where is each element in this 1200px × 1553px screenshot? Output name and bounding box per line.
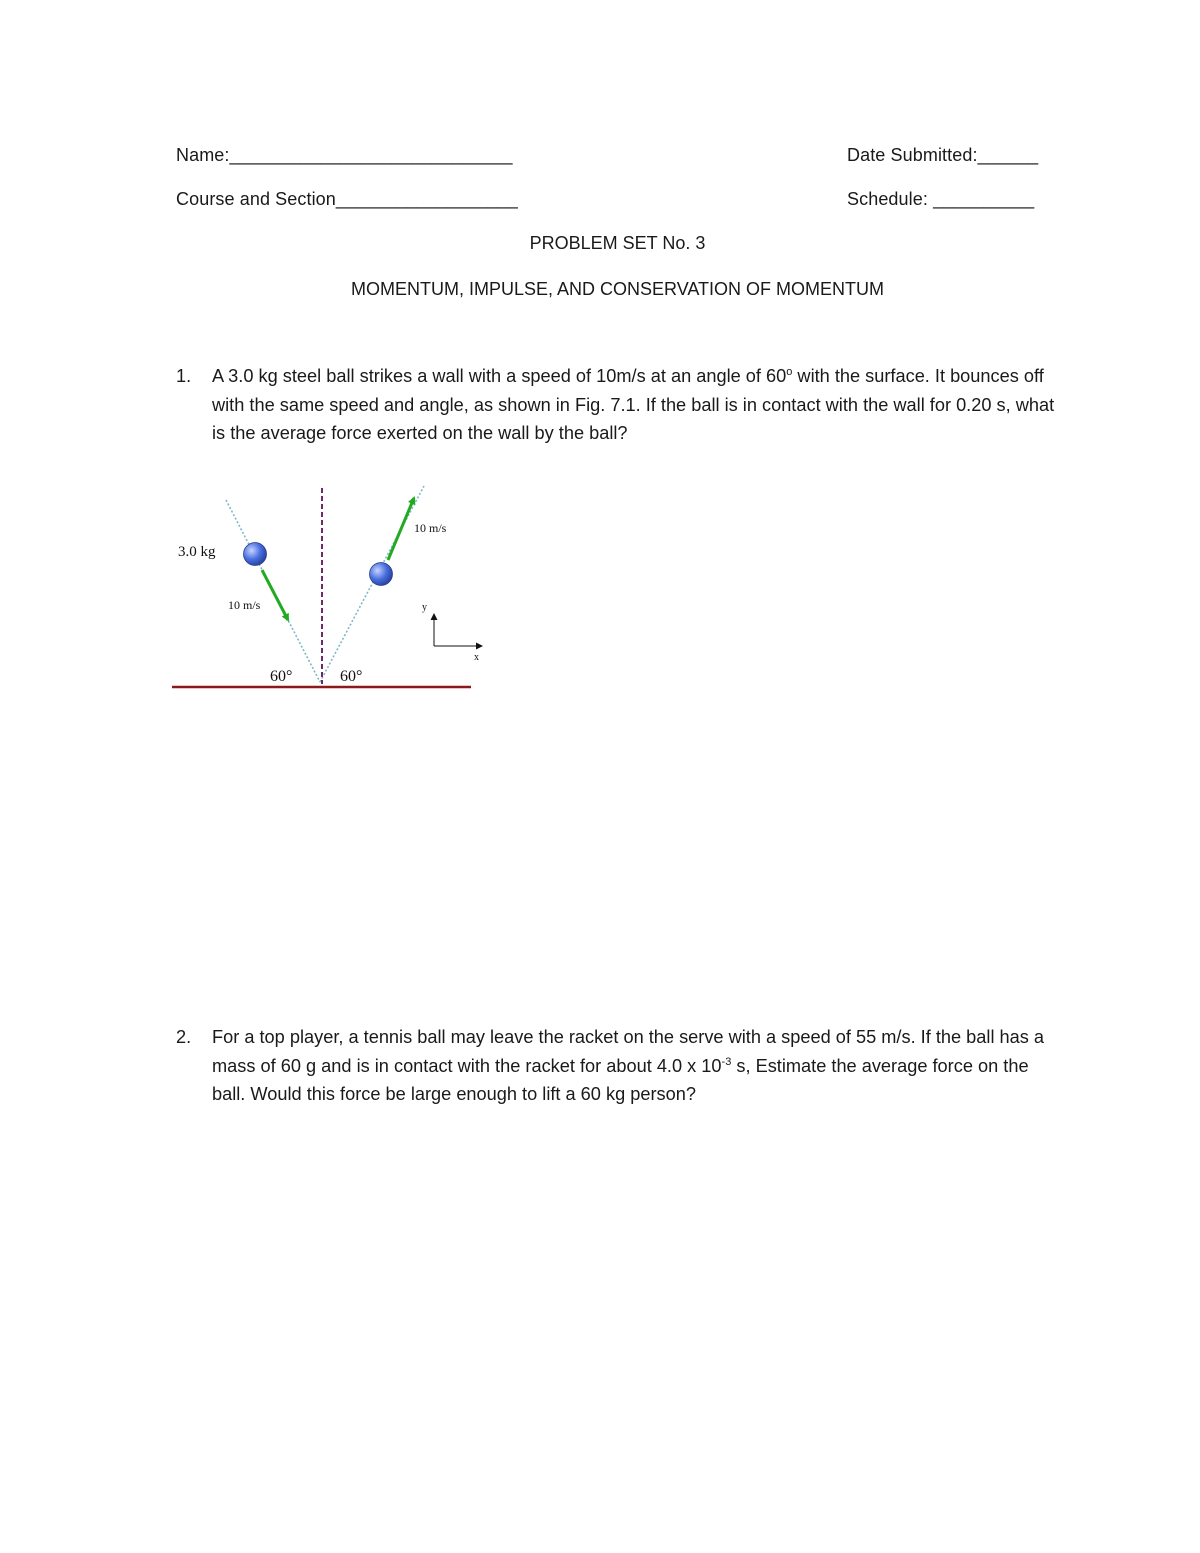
problem-text: A 3.0 kg steel ball strikes a wall with a speed of 10m/s at an angle of 60$^o$ with the surface. It bounces off with the same speed and angle, as shown in Fig. 7.1. If the ball is in contact with the wall for 0.20 s, what is the average force exerted on the wall by the ball?: [212, 365, 1055, 443]
incoming-speed-label: 10 m/s: [228, 598, 261, 612]
course-section-label: Course and Section: [176, 189, 336, 209]
schedule-field[interactable]: [847, 189, 1034, 210]
problem-text: For a top player, a tennis ball may leave the racket on the serve with a speed of 55 m/s. If the ball has a mass of 60 g and is in contact with the racket for about 4.0 x $10^{-3}$ s, Estimate the average force on the ball. Would this force be large enough to lift a 60 kg person?: [212, 1027, 1045, 1104]
ball-incoming: [244, 543, 267, 566]
course-section-blank[interactable]: __________________: [335, 189, 518, 209]
x-axis-label: x: [474, 652, 479, 663]
outgoing-path: [320, 486, 424, 682]
y-axis-label: y: [422, 602, 427, 613]
angle-left-label: 60°: [270, 668, 293, 685]
name-label: Name:: [176, 145, 230, 165]
problem-number: 2.: [176, 1027, 192, 1047]
date-submitted-blank[interactable]: ______: [977, 145, 1039, 165]
date-submitted-field[interactable]: [847, 145, 1038, 166]
angle-right-label: 60°: [340, 668, 363, 685]
degree-superscript: o: [786, 365, 793, 378]
mass-label: 3.0 kg: [178, 544, 216, 560]
schedule-blank[interactable]: __________: [933, 189, 1035, 209]
ball-outgoing: [370, 563, 393, 586]
problem-2: [176, 1023, 1056, 1109]
name-field[interactable]: [176, 145, 513, 166]
name-blank[interactable]: ____________________________: [229, 145, 513, 165]
date-submitted-label: Date Submitted:: [847, 145, 978, 165]
schedule-label: Schedule:: [847, 189, 928, 209]
incoming-velocity-arrow: [262, 570, 288, 620]
exponent-superscript: -3: [721, 1055, 732, 1068]
course-section-field[interactable]: [176, 189, 518, 210]
ball-wall-diagram: [166, 478, 486, 698]
problem-number: 1.: [176, 366, 192, 386]
outgoing-speed-label: 10 m/s: [414, 521, 447, 535]
outgoing-velocity-arrow: [388, 498, 414, 560]
problem-set-title: PROBLEM SET No. 3: [529, 233, 706, 253]
problem-1: [176, 362, 1056, 448]
problem-set-subtitle: MOMENTUM, IMPULSE, AND CONSERVATION OF MOMENTUM: [350, 279, 885, 299]
